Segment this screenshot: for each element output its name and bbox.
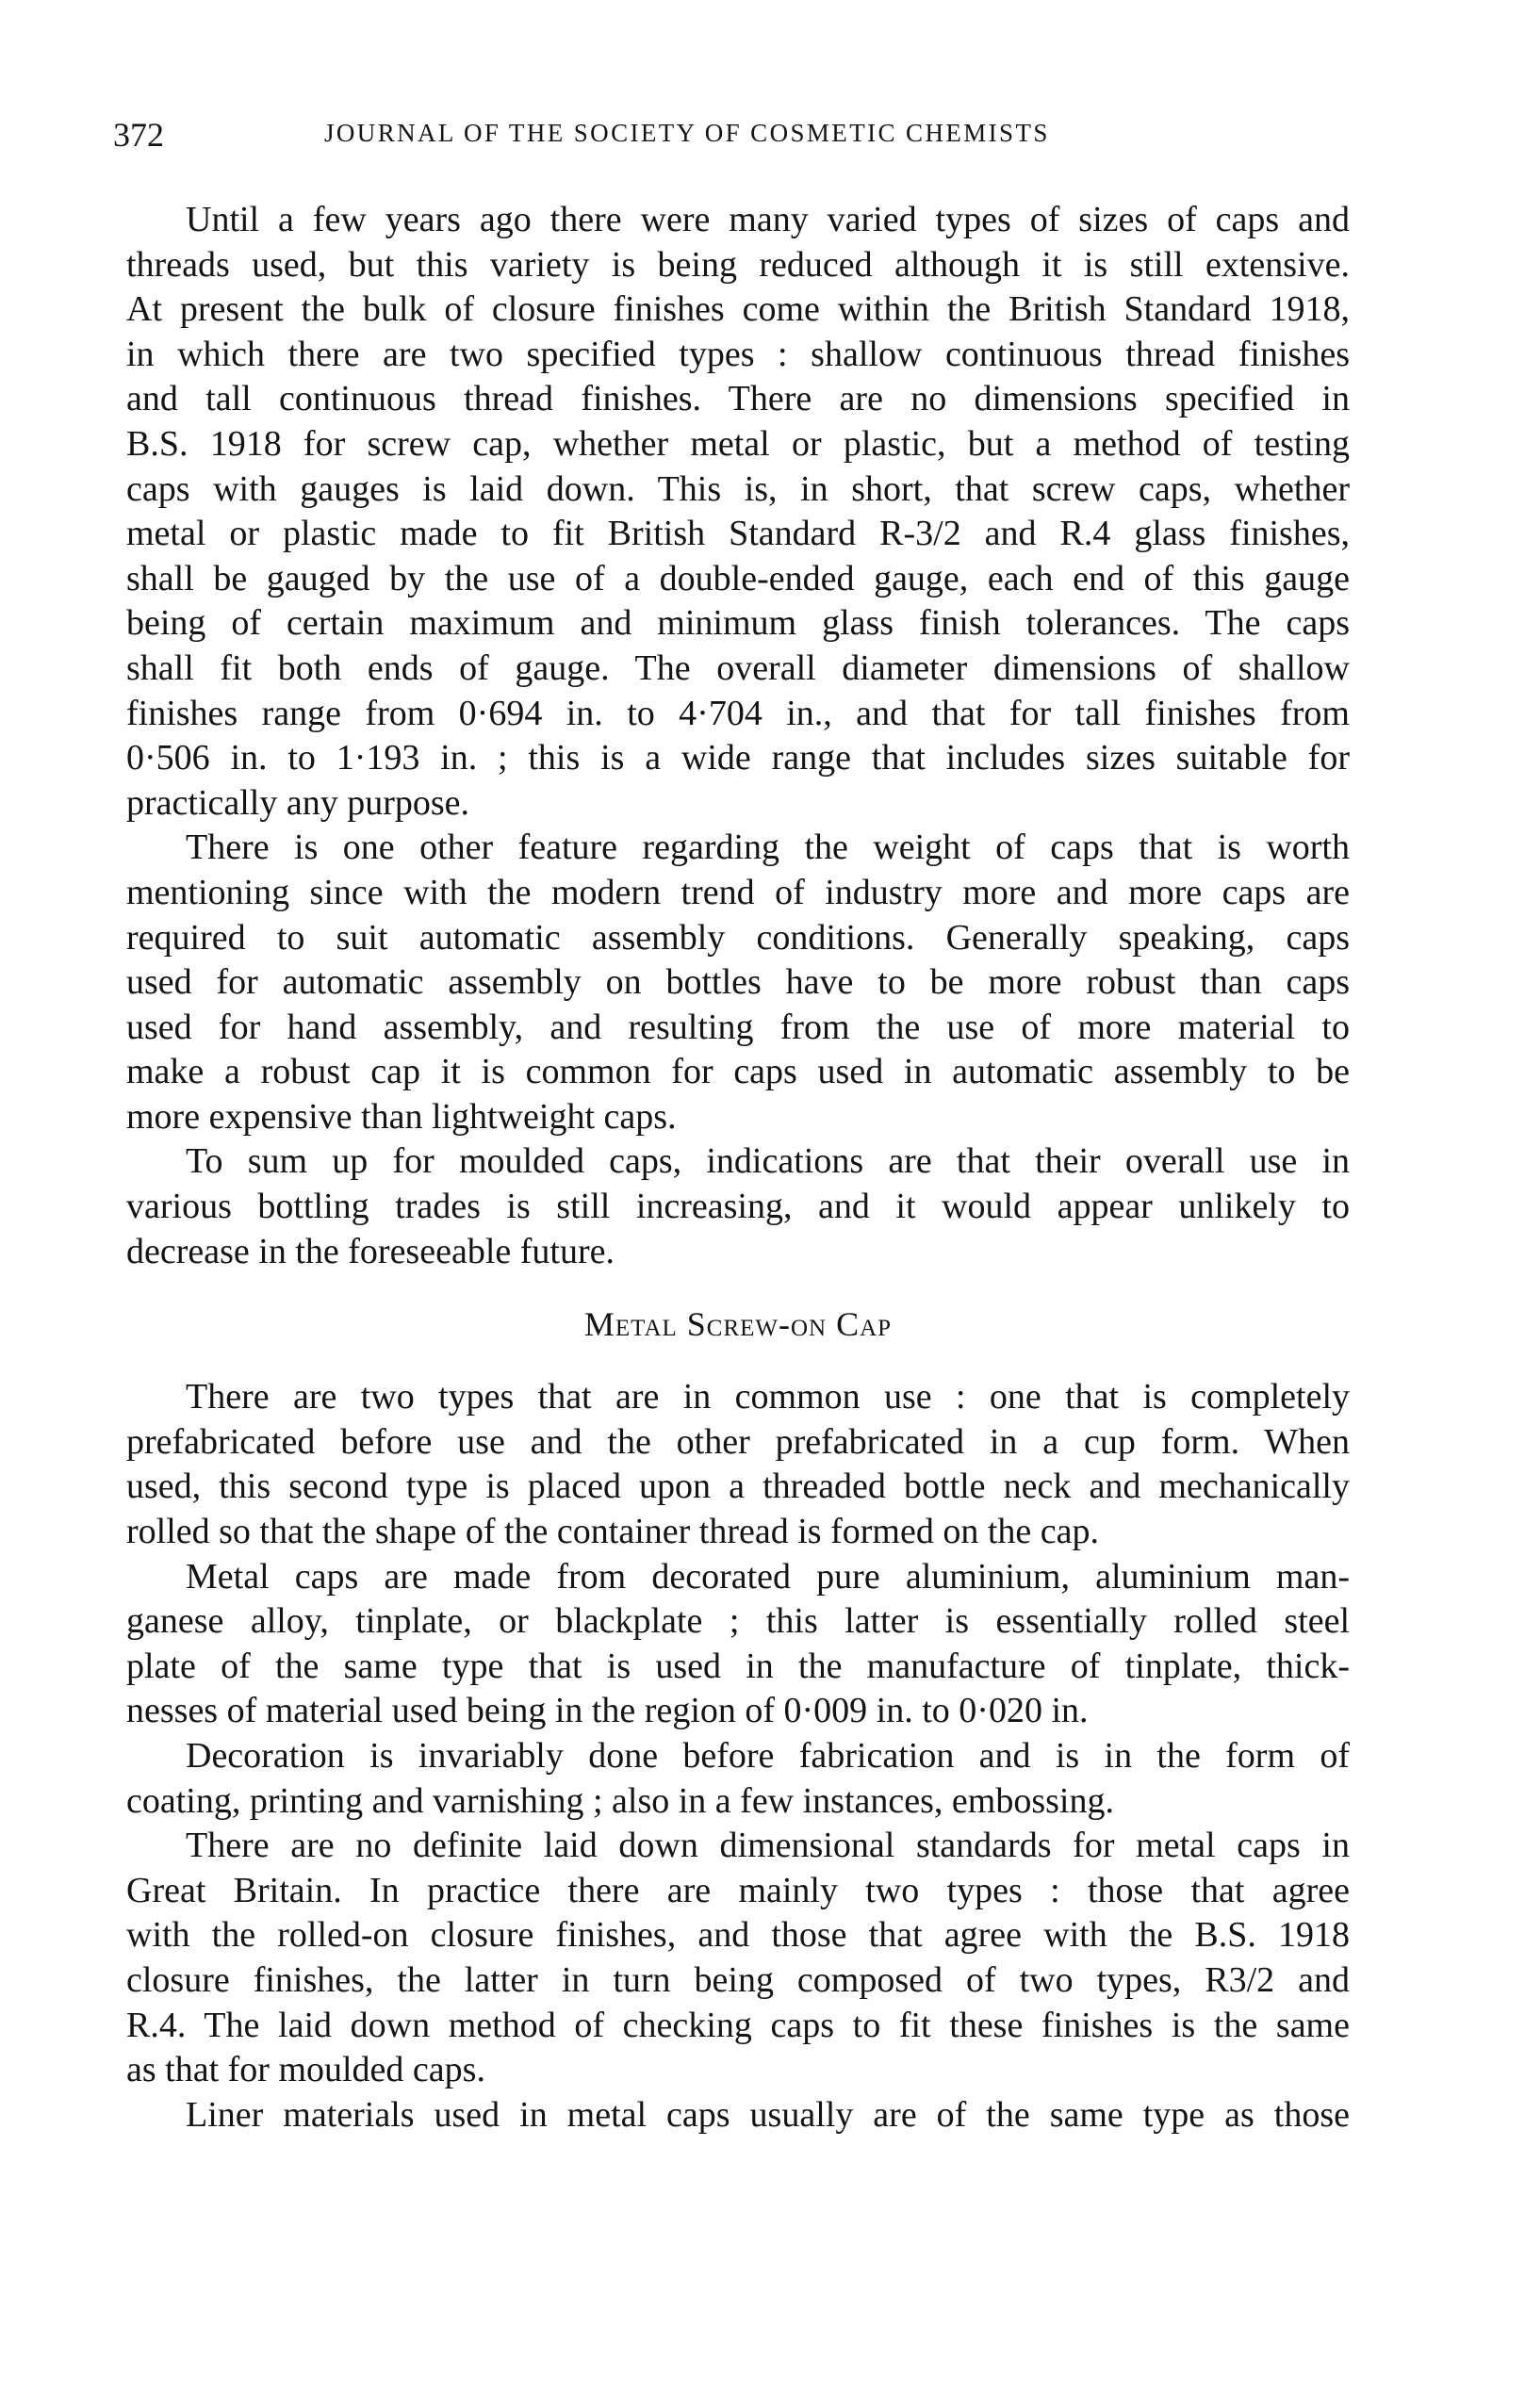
text-line: shall be gauged by the use of a double-ended gauge, each end of this gauge <box>126 558 1350 598</box>
text-line: There are no definite laid down dimensional standards for metal caps in <box>186 1826 1350 1866</box>
paragraph <box>126 826 1350 1139</box>
text-line: nesses of material used being in the region of 0·009 in. to 0·020 in. <box>126 1691 1089 1731</box>
text-line: coating, printing and varnishing ; also in a few instances, embossing. <box>126 1780 1114 1821</box>
paragraph <box>126 1734 1350 1824</box>
text-line: prefabricated before use and the other prefabricated in a cup form. When <box>126 1421 1350 1462</box>
page-number: 372 <box>113 116 164 154</box>
text-line: and tall continuous thread finishes. There are no dimensions specified in <box>126 379 1350 419</box>
text-line: various bottling trades is still increasing, and it would appear unlikely to <box>126 1187 1350 1227</box>
text-line: rolled so that the shape of the container thread is formed on the cap. <box>126 1512 1099 1552</box>
text-line: shall fit both ends of gauge. The overall diameter dimensions of shallow <box>126 647 1350 688</box>
text-line: 0·506 in. to 1·193 in. ; this is a wide range that includes sizes suitable for <box>126 738 1350 778</box>
text-line: ganese alloy, tinplate, or blackplate ; this latter is essentially rolled steel <box>126 1601 1350 1642</box>
text-line: finishes range from 0·694 in. to 4·704 in., and that for tall finishes from <box>126 693 1350 733</box>
text-line: required to suit automatic assembly conditions. Generally speaking, caps <box>126 917 1350 958</box>
text-line: with the rolled-on closure finishes, and those that agree with the B.S. 1918 <box>126 1915 1350 1956</box>
text-line: Liner materials used in metal caps usually are of the same type as those <box>186 2094 1350 2135</box>
text-line: used for automatic assembly on bottles have to be more robust than caps <box>126 962 1350 1003</box>
text-line: being of certain maximum and minimum glass finish tolerances. The caps <box>126 603 1350 644</box>
text-line: mentioning since with the modern trend of industry more and more caps are <box>126 872 1350 912</box>
paragraph <box>126 198 1350 826</box>
text-line: metal or plastic made to fit British Standard R-3/2 and R.4 glass finishes, <box>126 514 1350 554</box>
section-heading <box>126 1274 1350 1375</box>
text-line: make a robust cap it is common for caps used in automatic assembly to be <box>126 1052 1350 1092</box>
section-heading-text: Metal Screw-on Cap <box>583 1305 893 1344</box>
text-line: R.4. The laid down method of checking caps to fit these finishes is the same <box>126 2005 1350 2045</box>
text-line: decrease in the foreseeable future. <box>126 1231 615 1271</box>
text-line: as that for moulded caps. <box>126 2050 485 2090</box>
text-line: There are two types that are in common use : one that is completely <box>186 1377 1350 1417</box>
text-line: in which there are two specified types : shallow continuous thread finishes <box>126 334 1350 374</box>
text-line: Until a few years ago there were many varied types of sizes of caps and <box>186 200 1350 239</box>
paragraph <box>126 1824 1350 2093</box>
text-line: To sum up for moulded caps, indications are that their overall use in <box>186 1141 1350 1182</box>
paragraph <box>126 2093 1350 2138</box>
text-line: threads used, but this variety is being reduced although it is still extensive. <box>126 244 1350 285</box>
text-line: At present the bulk of closure finishes come within the British Standard 1918, <box>126 289 1350 330</box>
paragraph <box>126 1139 1350 1274</box>
paragraph <box>126 1375 1350 1554</box>
text-line: closure finishes, the latter in turn being composed of two types, R3/2 and <box>126 1959 1350 2000</box>
text-line: more expensive than lightweight caps. <box>126 1096 677 1137</box>
text-line: used, this second type is placed upon a threaded bottle neck and mechanically <box>126 1466 1350 1507</box>
running-head: JOURNAL OF THE SOCIETY OF COSMETIC CHEMISTS <box>324 119 1050 147</box>
body-text <box>126 198 1350 2138</box>
text-line: There is one other feature regarding the weight of caps that is worth <box>186 827 1350 868</box>
text-line: B.S. 1918 for screw cap, whether metal or plastic, but a method of testing <box>126 423 1350 464</box>
text-line: Great Britain. In practice there are mainly two types : those that agree <box>126 1870 1350 1910</box>
text-line: used for hand assembly, and resulting from the use of more material to <box>126 1007 1350 1047</box>
text-line: plate of the same type that is used in the manufacture of tinplate, thick- <box>126 1646 1350 1686</box>
text-line: practically any purpose. <box>126 782 470 823</box>
text-line: Decoration is invariably done before fabrication and is in the form of <box>186 1736 1350 1776</box>
text-line: caps with gauges is laid down. This is, in short, that screw caps, whether <box>126 468 1350 509</box>
text-line: Metal caps are made from decorated pure aluminium, aluminium man- <box>186 1556 1350 1597</box>
paragraph <box>126 1555 1350 1734</box>
